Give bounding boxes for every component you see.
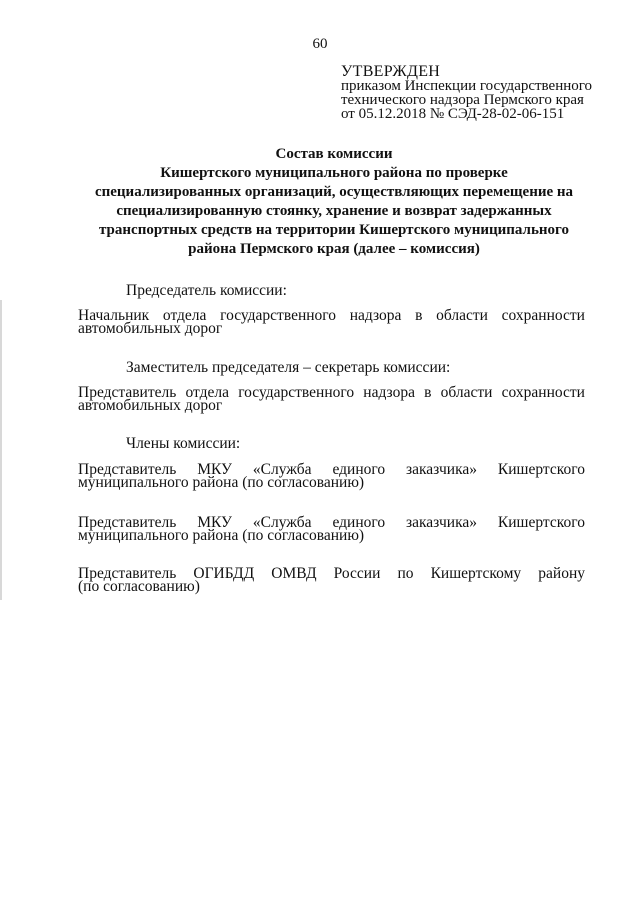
entry-continuation: муниципального района (по согласованию) (78, 473, 365, 491)
word: отдела (185, 384, 229, 401)
entry-continuation: муниципального района (по согласованию) (78, 526, 365, 544)
word: государственного (220, 307, 337, 324)
deputy-heading: Заместитель председателя – секретарь комиссии: (126, 359, 451, 376)
word: Представитель (78, 384, 177, 401)
word: единого (332, 514, 386, 531)
word: в (424, 384, 432, 401)
word: Начальник (78, 307, 150, 324)
word: ОМВД (271, 565, 317, 582)
word: по (397, 565, 414, 582)
word: единого (332, 461, 386, 478)
word: МКУ (197, 514, 233, 531)
word: заказчика» (406, 461, 478, 478)
chairman-heading: Председатель комиссии: (126, 282, 287, 299)
member-entry (78, 461, 585, 491)
approval-line: от 05.12.2018 № СЭД-28-02-06-151 (341, 106, 565, 122)
word: заказчика» (406, 514, 478, 531)
word: Представитель (78, 565, 177, 582)
page-number: 60 (312, 36, 328, 52)
approval-title: УТВЕРЖДЕН (341, 63, 441, 80)
word: надзора (349, 307, 402, 324)
document-title (80, 145, 588, 259)
word: в (415, 307, 423, 324)
word: Представитель (78, 514, 177, 531)
title-line: специализированных организаций, осуществляющих перемещение на (94, 184, 574, 200)
word: Кишертского (497, 461, 585, 478)
title-line: района Пермского края (далее – комиссия) (188, 241, 480, 257)
members-heading: Члены комиссии: (126, 435, 241, 452)
word: государственного (238, 384, 355, 401)
approval-line: приказом Инспекции государственного (341, 78, 593, 94)
word: Представитель (78, 461, 177, 478)
word: МКУ (197, 461, 233, 478)
scan-edge-shadow (0, 300, 2, 600)
deputy-entry (78, 384, 585, 414)
word: району (538, 565, 585, 582)
entry-continuation: автомобильных дорог (78, 396, 223, 414)
word: России (333, 565, 381, 582)
word: Кишертскому (430, 565, 522, 582)
approval-stamp (341, 64, 631, 121)
title-line: Кишертского муниципального района по проверке (160, 165, 508, 181)
member-entry (78, 514, 585, 544)
word: «Служба (252, 461, 312, 478)
title-line: Состав комиссии (275, 146, 393, 162)
word: Кишертского (497, 514, 585, 531)
word: области (440, 384, 493, 401)
entry-continuation: (по согласованию) (78, 577, 200, 595)
title-line: специализированную стоянку, хранение и возврат задержанных (116, 203, 552, 219)
member-entry (78, 565, 585, 595)
word: сохранности (501, 307, 585, 324)
word: ОГИБДД (193, 565, 255, 582)
word: сохранности (501, 384, 585, 401)
chairman-entry (78, 307, 585, 337)
word: надзора (363, 384, 415, 401)
title-line: транспортных средств на территории Кишертского муниципального (99, 222, 569, 238)
word: области (436, 307, 488, 324)
entry-continuation: автомобильных дорог (78, 319, 223, 337)
word: отдела (162, 307, 207, 324)
word: «Служба (252, 514, 312, 531)
approval-line: технического надзора Пермского края (341, 92, 584, 108)
